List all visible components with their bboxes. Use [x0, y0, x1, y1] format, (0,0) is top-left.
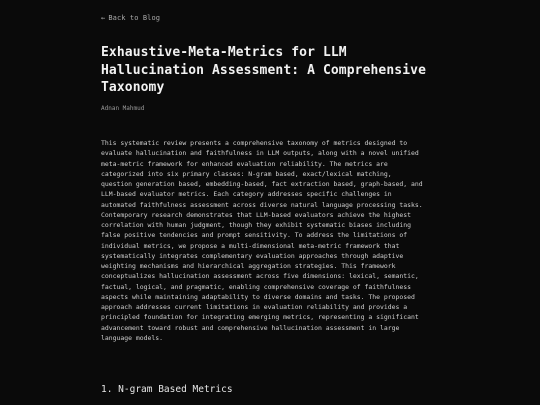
post-author: Adnan Mahmud — [101, 105, 145, 112]
back-link-label: Back to Blog — [108, 14, 161, 22]
back-to-blog-link[interactable] — [101, 14, 160, 22]
left-arrow-icon: ← — [101, 14, 106, 22]
section-heading-ngram: 1. N-gram Based Metrics — [101, 384, 233, 395]
post-title: Exhaustive-Meta-Metrics for LLM Hallucination Assessment: A Comprehensive Taxonomy — [101, 45, 426, 95]
post-abstract: This systematic review presents a comprehensive taxonomy of metrics designed to evaluate hallucination and faithfulness in LLM outputs, along with a novel unified meta-metric framework for enhanced evaluation reliability. The metrics are categorized into six primary classes: N-gram based, exact/lexical matching, question generation based, embedding-based, fact extraction based, graph-based, and LLM-based evaluator metrics. Each category addresses specific challenges in automated faithfulness assessment across diverse natural language processing tasks. Contemporary research demonstrates that LLM-based evaluators achieve the highest correlation with human judgment, though they exhibit systematic biases including false positive tendencies and prompt sensitivity. To address the limitations of individual metrics, we propose a multi-dimensional meta-metric framework that systematically integrates complementary evaluation approaches through adaptive weighting mechanisms and hierarchical aggregation strategies. This framework conceptualizes hallucination assessment across five dimensions: lexical, semantic, factual, logical, and pragmatic, enabling comprehensive coverage of faithfulness aspects while maintaining adaptability to diverse domains and tasks. The proposed approach addresses current limitations in evaluation reliability and provides a principled foundation for integrating emerging metrics, representing a significant advancement toward robust and comprehensive hallucination assessment in large language models. — [101, 139, 423, 342]
